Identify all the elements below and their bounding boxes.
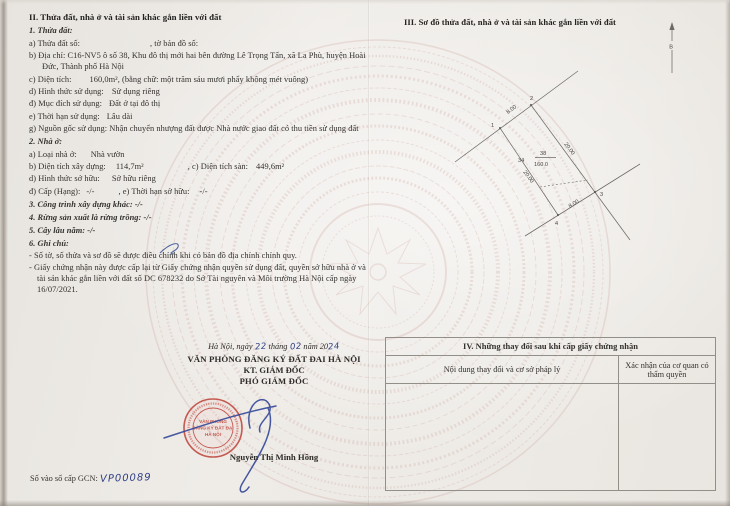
changes-col1-body <box>386 384 618 490</box>
changes-col2-body <box>619 384 715 490</box>
ownership-form-label: d) Hình thức sở hữu: <box>29 174 100 184</box>
floor-area-value: 449,6m² <box>256 162 285 172</box>
section-land-and-assets <box>29 12 370 298</box>
map-sheet-label: , tờ bản đồ số: <box>149 38 199 48</box>
note-item: - Giấy chứng nhận này được cấp lại từ Giấy chứng nhận quyền sử dụng đất, quyền sở hữu nhà ở và tài sản khác gắn liền với đất số DC 678232 do Sở Tài nguyên và Môi trường Hà Nội cấp ngày 16/07/2021. <box>29 263 366 295</box>
changes-col-confirm <box>619 356 715 490</box>
perennial-trees-line: 5. Cây lâu năm: -/- <box>29 225 96 235</box>
lot-area-label: 160.0 <box>534 162 548 168</box>
date-year-handwritten: 24 <box>327 341 341 353</box>
pen-flourish-mark <box>158 239 198 257</box>
changes-table <box>385 337 716 491</box>
corner-4-label: 4 <box>555 221 559 227</box>
date-line <box>148 342 400 352</box>
house-grade-label: đ) Cấp (Hạng): <box>29 186 81 196</box>
use-origin-line: g) Nguồn gốc sử dụng: Nhận chuyển nhượng đất được Nhà nước giao đất có thu tiền sử dụng đất <box>29 124 359 134</box>
use-term-label: e) Thời hạn sử dụng: <box>29 111 100 121</box>
house-type-value: Nhà vườn <box>90 149 125 159</box>
use-form-value: Sử dụng riêng <box>111 87 160 97</box>
section2-title: II. Thửa đất, nhà ở và tài sản khác gắn liền với đất <box>29 12 222 22</box>
scan-edge-top <box>0 0 730 4</box>
ownership-term-label: , e) Thời hạn sở hữu: <box>118 186 190 196</box>
signing-block <box>148 342 400 386</box>
plot-diagram <box>430 15 730 265</box>
changes-col-content <box>386 356 619 490</box>
use-purpose-value: Đất ở tại đô thị <box>109 99 161 109</box>
book-number-line <box>30 473 152 484</box>
parcel-area-line <box>29 75 370 86</box>
parcel-number-line <box>29 39 370 50</box>
date-month-handwritten: 02 <box>289 341 302 353</box>
seal-line1: VĂN PHÒNG <box>199 419 227 424</box>
ownership-form-value: Sở hữu riêng <box>111 174 156 184</box>
kt-director-label: KT. GIÁM ĐỐC <box>243 365 305 375</box>
notes-heading: 6. Ghi chú: <box>29 238 69 248</box>
use-form-label: d) Hình thức sử dụng: <box>29 87 104 97</box>
house-heading: 2. Nhà ở: <box>29 137 63 147</box>
date-place: Hà Nội, ngày <box>208 342 253 351</box>
issuing-office: VĂN PHÒNG ĐĂNG KÝ ĐẤT ĐAI HÀ NỘI <box>187 354 361 364</box>
changes-table-title: IV. Những thay đổi sau khi cấp giấy chứng nhận <box>386 338 715 356</box>
house-type-label: a) Loại nhà ở: <box>29 149 77 159</box>
corner-1-label: 1 <box>491 123 495 129</box>
parcel-heading: 1. Thửa đất: <box>29 26 73 36</box>
date-month-word: tháng <box>268 342 288 351</box>
production-forest-line: 4. Rừng sản xuất là rừng trồng: -/- <box>29 212 152 222</box>
use-purpose-line <box>29 99 370 110</box>
area-value: 160,0m² <box>89 74 118 84</box>
house-area-line <box>29 162 370 173</box>
use-purpose-label: đ) Mục đích sử dụng: <box>29 99 102 109</box>
seal-line3: HÀ NỘI <box>204 432 222 437</box>
scan-edge-bottom <box>0 500 730 506</box>
north-arrow-icon <box>668 22 676 73</box>
use-form-line <box>29 87 370 98</box>
book-number-label: Số vào sổ cấp GCN: <box>30 474 98 483</box>
lot-number-label: 38 <box>540 151 547 157</box>
dim-left: 20.00 <box>521 169 535 185</box>
adjacent-lot-label: 34 <box>518 158 525 164</box>
seal-line2: ĐĂNG KÝ ĐẤT ĐAI <box>192 425 234 431</box>
parcel-number-label: a) Thửa đất số: <box>29 38 80 48</box>
signature <box>150 386 330 498</box>
build-area-value: 114,7m² <box>115 162 144 172</box>
floor-area-label: , c) Diện tích sàn: <box>187 162 248 172</box>
use-term-value: Lâu dài <box>106 111 133 121</box>
house-type-line <box>29 150 370 161</box>
house-grade-line <box>29 187 370 198</box>
deputy-director-label: PHÓ GIÁM ĐỐC <box>239 376 309 386</box>
ownership-term-value: -/- <box>199 186 208 196</box>
area-words: , (bằng chữ: một trăm sáu mươi phẩy không mét vuông) <box>117 74 309 84</box>
house-grade-value: -/- <box>86 186 95 196</box>
signer-name: Nguyễn Thị Minh Hồng <box>229 452 319 462</box>
use-term-line <box>29 112 370 123</box>
corner-3-label: 3 <box>600 192 604 198</box>
section3-title: III. Sơ đồ thửa đất, nhà ở và tài sản khác gắn liền với đất <box>404 17 616 27</box>
parcel-address-line: b) Địa chỉ: C16-NV5 ô số 38, Khu đô thị mới hai bên đường Lê Trọng Tấn, xã La Phù, huyện Hoài Đức, Thành phố Hà Nội <box>29 51 366 72</box>
ownership-form-line <box>29 174 370 185</box>
changes-col2-header: Xác nhận của cơ quan có thẩm quyền <box>619 356 715 384</box>
north-label: B <box>669 44 673 51</box>
dim-bottom: 8.00 <box>567 198 581 210</box>
other-construction-line: 3. Công trình xây dựng khác: -/- <box>29 199 143 209</box>
build-area-label: b) Diện tích xây dựng: <box>29 162 106 172</box>
date-day-handwritten: 22 <box>254 341 267 353</box>
dim-top: 8.00 <box>505 104 518 116</box>
date-year-word: năm 20 <box>303 342 329 351</box>
scan-edge-right <box>725 0 730 506</box>
note-item: - Số tờ, số thửa và sơ đồ sẽ được điều chỉnh khi có bản đồ địa chính chính quy. <box>29 251 297 261</box>
area-label: c) Diện tích: <box>29 74 72 84</box>
fold-crease <box>368 0 369 506</box>
book-number-handwritten: VP00089 <box>99 472 152 485</box>
changes-col1-header: Nội dung thay đổi và cơ sở pháp lý <box>386 356 618 384</box>
corner-2-label: 2 <box>530 96 534 102</box>
dim-right: 20.00 <box>562 141 576 157</box>
scan-edge-left <box>0 0 8 506</box>
